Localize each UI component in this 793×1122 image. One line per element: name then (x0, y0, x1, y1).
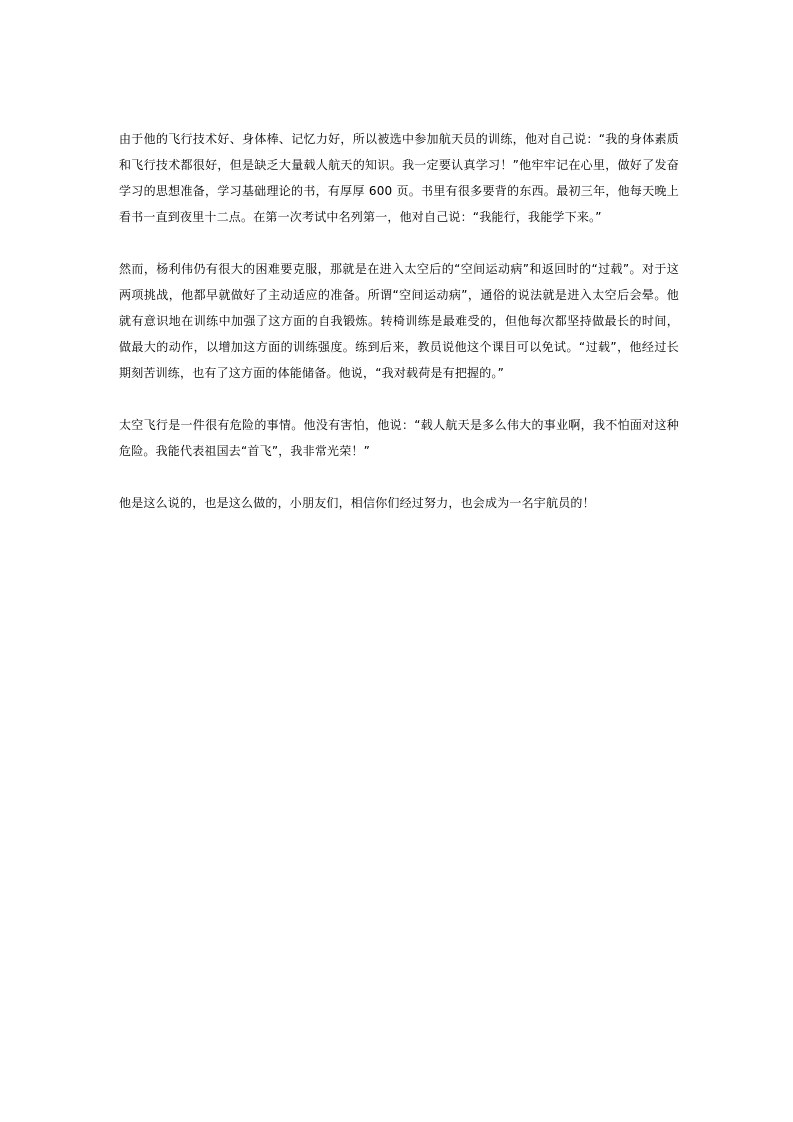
paragraph-1: 由于他的飞行技术好、身体棒、记忆力好，所以被选中参加航天员的训练，他对自己说：“我的身体素质和飞行技术都很好，但是缺乏大量载人航天的知识。我一定要认真学习！”他牢牢记在心里，做好了发奋学习的思想准备，学习基础理论的书，有厚厚 600 页。书里有很多要背的东西。最初三年，他每天晚上看书一直到夜里十二点。在第一次考试中名列第一，他对自己说：“我能行，我能学下来。” (119, 132, 679, 224)
document-body (119, 126, 679, 516)
paragraph-4: 他是这么说的，也是这么做的，小朋友们，相信你们经过努力，也会成为一名宇航员的！ (119, 496, 595, 510)
paragraph-3: 太空飞行是一件很有危险的事情。他没有害怕，他说：“载人航天是多么伟大的事业啊，我不怕面对这种危险。我能代表祖国去“首飞”，我非常光荣！” (119, 418, 679, 458)
paragraph-2: 然而，杨利伟仍有很大的困难要克服，那就是在进入太空后的“空间运动病”和返回时的“过载”。对于这两项挑战，他都早就做好了主动适应的准备。所谓“空间运动病”，通俗的说法就是进入太空后会晕。他就有意识地在训练中加强了这方面的自我锻炼。转椅训练是最难受的，但他每次都坚持做最长的时间，做最大的动作，以增加这方面的训练强度。练到后来，教员说他这个课目可以免试。“过载”，他经过长期刻苦训练，也有了这方面的体能储备。他说，“我对载荷是有把握的。” (119, 262, 679, 380)
